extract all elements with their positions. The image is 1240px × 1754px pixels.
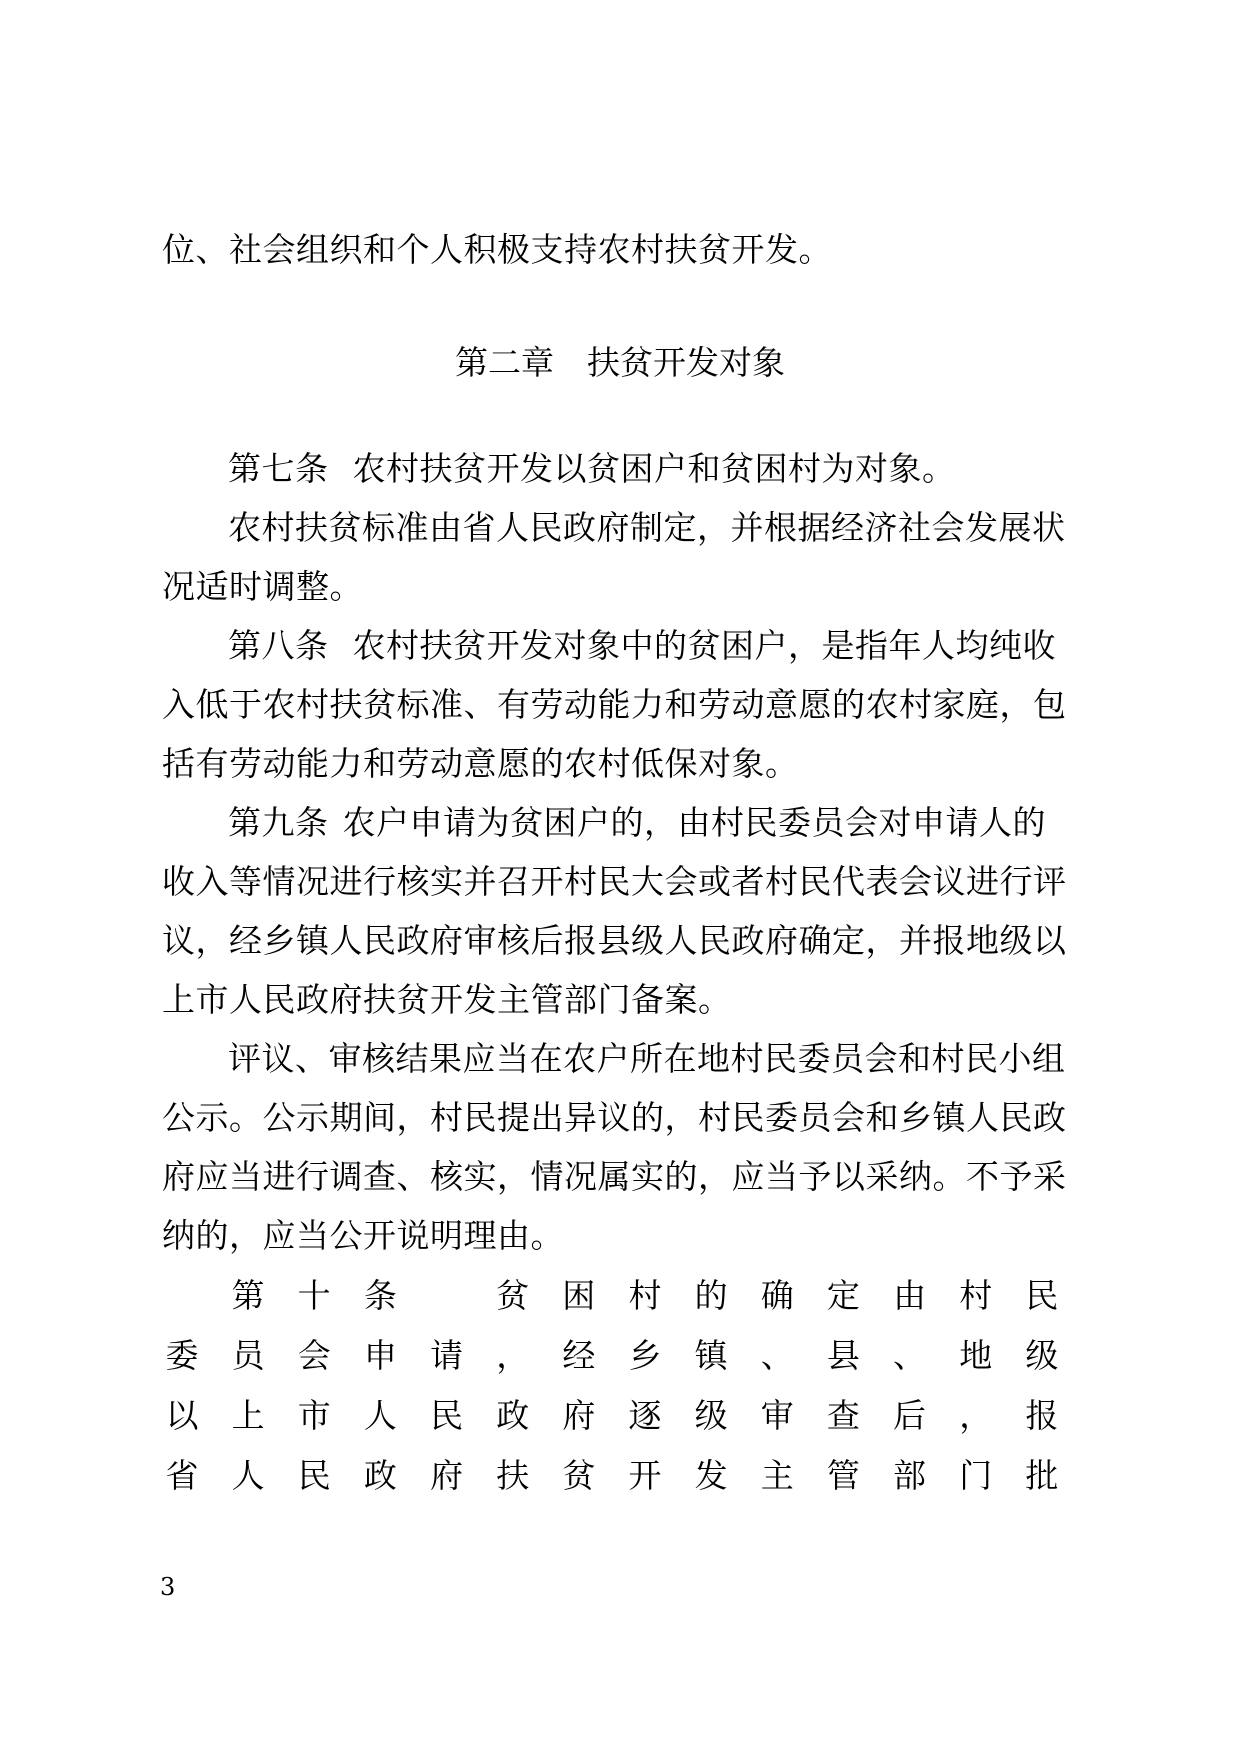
article-10-char: 员 [231,1336,265,1375]
article-10-char: 逐 [628,1396,662,1435]
article-10-char: 经 [562,1336,596,1375]
article-10-char: 确 [760,1276,794,1315]
article-10-char: ， [959,1396,993,1435]
article-9-para-2-line-3: 府应当进行调查、核实，情况属实的，应当予以采纳。不予采 [162,1157,1067,1196]
article-10-char: 请 [430,1336,464,1375]
article-10-line-2 [162,1336,1062,1376]
article-10-char: 村 [628,1276,662,1315]
article-10-char: 审 [760,1396,794,1435]
article-10-char: 人 [363,1396,397,1435]
article-10-char: 乡 [628,1336,662,1375]
article-10-char: 部 [893,1456,927,1495]
article-8-line-2: 入低于农村扶贫标准、有劳动能力和劳动意愿的农村家庭，包 [162,685,1067,724]
article-10-char: 级 [694,1396,728,1435]
article-10-char: 困 [562,1276,596,1315]
chapter-title: 第二章 扶贫开发对象 [455,343,785,382]
article-10-line-3 [162,1396,1062,1436]
article-10-char: 、 [760,1336,794,1375]
article-10-char: 政 [363,1456,397,1495]
article-10-char: 民 [1025,1276,1059,1315]
article-10-char: 市 [297,1396,331,1435]
article-9-line-3: 议，经乡镇人民政府审核后报县级人民政府确定，并报地级以 [162,921,1067,960]
article-9-text: 农户申请为贫困户的，由村民委员会对申请人的 [342,803,1046,842]
article-9-para-2-line-1: 评议、审核结果应当在农户所在地村民委员会和村民小组 [228,1039,1066,1078]
article-7-para-2-line-2: 况适时调整。 [162,567,363,606]
article-7-para-2-line-1: 农村扶贫标准由省人民政府制定，并根据经济社会发展状 [228,508,1066,547]
article-10-char: 扶 [496,1456,530,1495]
article-10-char: 政 [496,1396,530,1435]
article-7-line-1 [228,449,1082,489]
article-9-para-2-line-4: 纳的，应当公开说明理由。 [162,1216,564,1255]
article-10-char: 管 [826,1456,860,1495]
article-10-char [426,1276,466,1316]
article-7-label: 第七条 [228,449,329,488]
article-10-char: 查 [826,1396,860,1435]
article-10-char: 会 [297,1336,331,1375]
article-8-line-3: 括有劳动能力和劳动意愿的农村低保对象。 [162,744,799,783]
article-8-line-1 [228,626,1082,666]
article-10-char: 上 [231,1396,265,1435]
page-number: 3 [160,1573,176,1601]
article-10-char: 村 [959,1276,993,1315]
article-10-char: 以 [165,1396,199,1435]
article-10-char: 地 [959,1336,993,1375]
article-10-line-1 [228,1276,1062,1316]
article-10-char: 、 [893,1336,927,1375]
article-10-char: 主 [760,1456,794,1495]
article-10-char: 的 [694,1276,728,1315]
article-10-char: 由 [893,1276,927,1315]
article-10-char: 后 [893,1396,927,1435]
article-8-text: 农村扶贫开发对象中的贫困户，是指年人均纯收 [352,626,1056,665]
article-9-label: 第九条 [228,803,329,842]
article-10-char: 第 [231,1276,265,1315]
article-10-char: ， [496,1336,530,1375]
article-10-char: 委 [165,1336,199,1375]
article-7-text: 农村扶贫开发以贫困户和贫困村为对象。 [352,449,956,488]
article-10-char: 省 [165,1456,199,1495]
article-10-char: 十 [297,1276,331,1315]
article-10-char: 批 [1025,1456,1059,1495]
article-10-char: 县 [826,1336,860,1375]
article-10-char: 府 [430,1456,464,1495]
article-10-char: 级 [1025,1336,1059,1375]
article-10-char: 申 [363,1336,397,1375]
article-10-char: 镇 [694,1336,728,1375]
article-10-char: 条 [363,1276,397,1315]
article-10-char: 发 [694,1456,728,1495]
article-9-line-1 [228,803,1082,843]
article-10-line-4 [162,1456,1062,1496]
article-9-para-2-line-2: 公示。公示期间，村民提出异议的，村民委员会和乡镇人民政 [162,1098,1067,1137]
article-9-line-4: 上市人民政府扶贫开发主管部门备案。 [162,980,732,1019]
article-10-char: 定 [826,1276,860,1315]
article-10-char: 民 [297,1456,331,1495]
article-10-char: 贫 [496,1276,530,1315]
article-10-char: 民 [430,1396,464,1435]
article-10-char: 人 [231,1456,265,1495]
carry-over-line: 位、社会组织和个人积极支持农村扶贫开发。 [162,230,832,269]
article-10-char: 报 [1025,1396,1059,1435]
article-10-char: 贫 [562,1456,596,1495]
article-10-char: 开 [628,1456,662,1495]
article-8-label: 第八条 [228,626,329,665]
article-10-char: 门 [959,1456,993,1495]
article-9-line-2: 收入等情况进行核实并召开村民大会或者村民代表会议进行评 [162,862,1067,901]
article-10-char: 府 [562,1396,596,1435]
